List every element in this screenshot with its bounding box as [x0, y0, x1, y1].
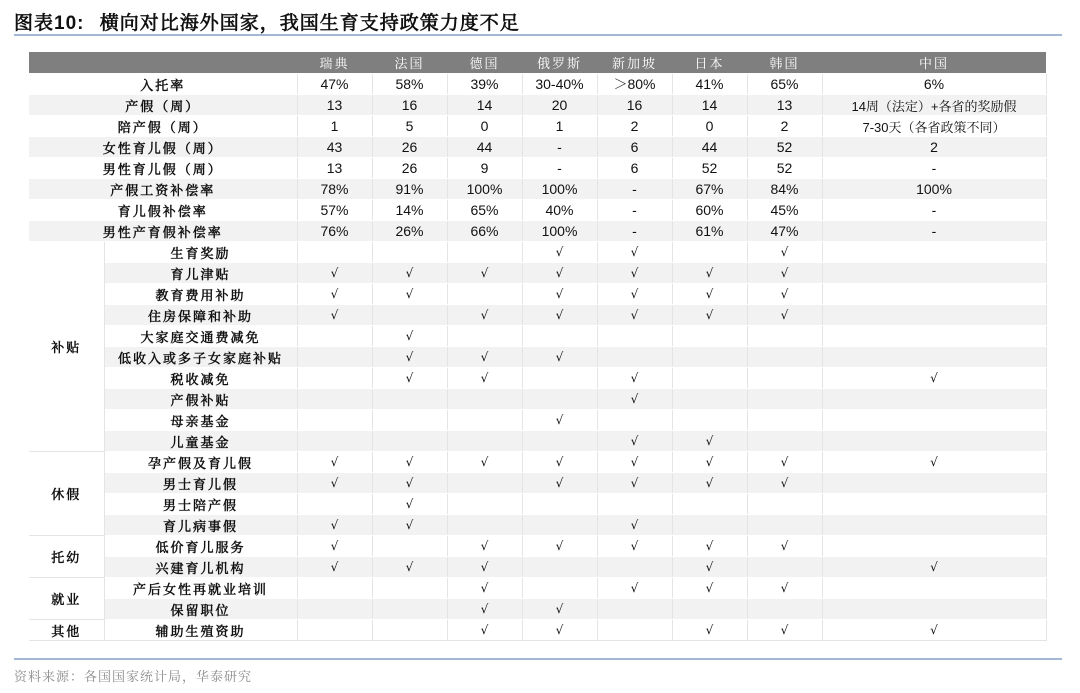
cell-value: 13 [747, 95, 822, 116]
cell-empty [447, 515, 522, 536]
check-mark-icon: √ [672, 305, 747, 326]
cell-empty [597, 347, 672, 368]
check-mark-icon: √ [447, 536, 522, 557]
check-mark-icon: √ [372, 347, 447, 368]
row-label: 男士陪产假 [104, 494, 297, 515]
cell-value: 78% [297, 179, 372, 200]
cell-value: 100% [822, 179, 1046, 200]
table-row [29, 305, 1046, 326]
cell-empty [297, 431, 372, 452]
cell-value: 39% [447, 74, 522, 95]
cell-empty [597, 326, 672, 347]
table-row [29, 494, 1046, 515]
cell-empty [672, 599, 747, 620]
check-mark-icon: √ [447, 452, 522, 473]
category-label: 补贴 [29, 242, 104, 452]
cell-value: - [522, 158, 597, 179]
cell-value: 30-40% [522, 74, 597, 95]
cell-value: 84% [747, 179, 822, 200]
table-row [29, 599, 1046, 620]
check-mark-icon: √ [672, 578, 747, 599]
check-mark-icon: √ [672, 431, 747, 452]
cell-value: 58% [372, 74, 447, 95]
check-mark-icon: √ [822, 620, 1046, 641]
table-row [29, 431, 1046, 452]
cell-value: 60% [672, 200, 747, 221]
cell-empty [822, 347, 1046, 368]
check-mark-icon: √ [372, 473, 447, 494]
check-mark-icon: √ [747, 536, 822, 557]
cell-empty [672, 410, 747, 431]
cell-empty [747, 326, 822, 347]
cell-empty [747, 599, 822, 620]
cell-value: 20 [522, 95, 597, 116]
table-row [29, 536, 1046, 557]
cell-empty [372, 410, 447, 431]
table-row [29, 137, 1046, 158]
cell-empty [297, 620, 372, 641]
cell-empty [372, 305, 447, 326]
cell-empty [447, 494, 522, 515]
cell-empty [822, 389, 1046, 410]
column-header: 法国 [372, 52, 447, 74]
check-mark-icon: √ [597, 431, 672, 452]
row-label: 教育费用补助 [104, 284, 297, 305]
check-mark-icon: √ [747, 284, 822, 305]
cell-value: 9 [447, 158, 522, 179]
cell-value: 1 [297, 116, 372, 137]
row-label: 育儿假补偿率 [29, 200, 297, 221]
row-label: 陪产假（周） [29, 116, 297, 137]
cell-value: - [822, 200, 1046, 221]
cell-empty [822, 326, 1046, 347]
cell-value: 41% [672, 74, 747, 95]
check-mark-icon: √ [522, 536, 597, 557]
cell-value: 6 [597, 158, 672, 179]
table-row [29, 221, 1046, 242]
check-mark-icon: √ [822, 452, 1046, 473]
row-label: 税收减免 [104, 368, 297, 389]
row-label: 低收入或多子女家庭补贴 [104, 347, 297, 368]
cell-empty [597, 599, 672, 620]
table-row [29, 368, 1046, 389]
row-label: 育儿津贴 [104, 263, 297, 284]
cell-value: 57% [297, 200, 372, 221]
cell-value: 16 [372, 95, 447, 116]
check-mark-icon: √ [822, 557, 1046, 578]
check-mark-icon: √ [597, 536, 672, 557]
cell-empty [447, 284, 522, 305]
cell-empty [297, 410, 372, 431]
cell-value: 65% [447, 200, 522, 221]
cell-value: 100% [447, 179, 522, 200]
check-mark-icon: √ [522, 347, 597, 368]
cell-empty [597, 410, 672, 431]
cell-empty [372, 431, 447, 452]
cell-value: 7-30天（各省政策不同） [822, 116, 1046, 137]
cell-value: 13 [297, 158, 372, 179]
cell-value: 6% [822, 74, 1046, 95]
cell-empty [522, 557, 597, 578]
cell-value: - [822, 158, 1046, 179]
cell-empty [822, 536, 1046, 557]
cell-value: 13 [297, 95, 372, 116]
column-header: 瑞典 [297, 52, 372, 74]
row-label: 男性育儿假（周） [29, 158, 297, 179]
cell-empty [747, 557, 822, 578]
cell-value: 14 [672, 95, 747, 116]
cell-empty [372, 578, 447, 599]
row-label: 男士育儿假 [104, 473, 297, 494]
cell-value: 100% [522, 221, 597, 242]
cell-empty [597, 620, 672, 641]
table-row [29, 410, 1046, 431]
check-mark-icon: √ [522, 620, 597, 641]
table-row [29, 284, 1046, 305]
cell-empty [822, 494, 1046, 515]
cell-empty [297, 368, 372, 389]
table-row [29, 620, 1046, 641]
cell-empty [672, 515, 747, 536]
check-mark-icon: √ [297, 557, 372, 578]
cell-value: 91% [372, 179, 447, 200]
cell-value: 5 [372, 116, 447, 137]
cell-empty [672, 389, 747, 410]
check-mark-icon: √ [447, 368, 522, 389]
check-mark-icon: √ [747, 473, 822, 494]
cell-empty [297, 494, 372, 515]
column-header: 俄罗斯 [522, 52, 597, 74]
cell-empty [672, 368, 747, 389]
cell-value: - [597, 179, 672, 200]
check-mark-icon: √ [672, 620, 747, 641]
check-mark-icon: √ [597, 305, 672, 326]
cell-value: 45% [747, 200, 822, 221]
cell-empty [747, 368, 822, 389]
cell-empty [597, 494, 672, 515]
row-label: 保留职位 [104, 599, 297, 620]
cell-value: 26% [372, 221, 447, 242]
cell-value: 65% [747, 74, 822, 95]
cell-empty [522, 368, 597, 389]
check-mark-icon: √ [372, 557, 447, 578]
column-header: 中国 [822, 52, 1046, 74]
category-label: 托幼 [29, 536, 104, 578]
table-row [29, 200, 1046, 221]
check-mark-icon: √ [447, 263, 522, 284]
row-label: 产假补贴 [104, 389, 297, 410]
cell-value: 0 [672, 116, 747, 137]
cell-value: 2 [822, 137, 1046, 158]
table-row [29, 452, 1046, 473]
check-mark-icon: √ [672, 263, 747, 284]
check-mark-icon: √ [372, 368, 447, 389]
check-mark-icon: √ [522, 473, 597, 494]
cell-empty [447, 326, 522, 347]
cell-value: - [597, 200, 672, 221]
header-blank [29, 52, 297, 74]
table-row [29, 74, 1046, 95]
cell-value: 44 [447, 137, 522, 158]
cell-empty [447, 242, 522, 263]
check-mark-icon: √ [747, 242, 822, 263]
check-mark-icon: √ [672, 452, 747, 473]
column-header: 日本 [672, 52, 747, 74]
cell-value: 40% [522, 200, 597, 221]
figure-title-prefix: 图表 [14, 12, 55, 34]
check-mark-icon: √ [447, 620, 522, 641]
check-mark-icon: √ [522, 410, 597, 431]
cell-empty [747, 515, 822, 536]
row-label: 低价育儿服务 [104, 536, 297, 557]
cell-empty [372, 536, 447, 557]
table-row [29, 326, 1046, 347]
check-mark-icon: √ [822, 368, 1046, 389]
table-row [29, 515, 1046, 536]
cell-value: 52 [747, 158, 822, 179]
table-row [29, 242, 1046, 263]
cell-empty [522, 578, 597, 599]
cell-empty [522, 431, 597, 452]
row-label: 入托率 [29, 74, 297, 95]
cell-value: 76% [297, 221, 372, 242]
cell-value: 44 [672, 137, 747, 158]
row-label: 兴建育儿机构 [104, 557, 297, 578]
check-mark-icon: √ [672, 284, 747, 305]
table-header-row [29, 52, 1046, 74]
cell-empty [447, 431, 522, 452]
cell-empty [447, 389, 522, 410]
column-header: 德国 [447, 52, 522, 74]
check-mark-icon: √ [297, 473, 372, 494]
check-mark-icon: √ [372, 515, 447, 536]
figure-title [14, 8, 520, 35]
check-mark-icon: √ [372, 452, 447, 473]
check-mark-icon: √ [597, 389, 672, 410]
cell-empty [672, 347, 747, 368]
cell-value: 14% [372, 200, 447, 221]
cell-value: - [597, 221, 672, 242]
check-mark-icon: √ [447, 347, 522, 368]
check-mark-icon: √ [297, 263, 372, 284]
row-label: 产假工资补偿率 [29, 179, 297, 200]
figure-title-text: 横向对比海外国家，我国生育支持政策力度不足 [99, 12, 520, 34]
cell-empty [297, 347, 372, 368]
cell-empty [297, 389, 372, 410]
cell-value: 66% [447, 221, 522, 242]
column-header: 新加坡 [597, 52, 672, 74]
table-row [29, 389, 1046, 410]
check-mark-icon: √ [597, 263, 672, 284]
cell-empty [822, 242, 1046, 263]
cell-value: 2 [597, 116, 672, 137]
category-label: 其他 [29, 620, 104, 641]
cell-empty [372, 599, 447, 620]
category-label: 就业 [29, 578, 104, 620]
table-row [29, 557, 1046, 578]
cell-empty [372, 620, 447, 641]
check-mark-icon: √ [597, 515, 672, 536]
cell-empty [822, 263, 1046, 284]
cell-value: 16 [597, 95, 672, 116]
cell-empty [822, 599, 1046, 620]
source-note: 资料来源：各国国家统计局，华泰研究 [14, 670, 253, 685]
table-body [29, 74, 1046, 641]
figure-number: 10: [54, 13, 85, 34]
table-row [29, 473, 1046, 494]
cell-value: 52 [672, 158, 747, 179]
check-mark-icon: √ [672, 473, 747, 494]
cell-empty [822, 578, 1046, 599]
title-divider [14, 34, 1062, 36]
cell-value: 61% [672, 221, 747, 242]
check-mark-icon: √ [372, 326, 447, 347]
row-label: 女性育儿假（周） [29, 137, 297, 158]
table-row [29, 179, 1046, 200]
check-mark-icon: √ [447, 578, 522, 599]
table-row [29, 263, 1046, 284]
cell-empty [297, 578, 372, 599]
check-mark-icon: √ [372, 494, 447, 515]
cell-empty [447, 473, 522, 494]
footer-divider [14, 658, 1062, 660]
cell-empty [522, 326, 597, 347]
check-mark-icon: √ [597, 368, 672, 389]
check-mark-icon: √ [447, 599, 522, 620]
cell-value: 67% [672, 179, 747, 200]
check-mark-icon: √ [597, 284, 672, 305]
check-mark-icon: √ [597, 242, 672, 263]
row-label: 产假（周） [29, 95, 297, 116]
check-mark-icon: √ [297, 284, 372, 305]
cell-empty [297, 242, 372, 263]
cell-empty [522, 389, 597, 410]
check-mark-icon: √ [747, 620, 822, 641]
cell-value: 47% [747, 221, 822, 242]
column-header: 韩国 [747, 52, 822, 74]
cell-empty [747, 431, 822, 452]
row-label: 生育奖励 [104, 242, 297, 263]
check-mark-icon: √ [672, 536, 747, 557]
cell-empty [672, 242, 747, 263]
cell-value: ＞80% [597, 74, 672, 95]
row-label: 住房保障和补助 [104, 305, 297, 326]
table-row [29, 116, 1046, 137]
cell-empty [447, 410, 522, 431]
cell-empty [522, 515, 597, 536]
check-mark-icon: √ [372, 263, 447, 284]
cell-value: 14周（法定）+各省的奖励假 [822, 95, 1046, 116]
check-mark-icon: √ [447, 557, 522, 578]
row-label: 产后女性再就业培训 [104, 578, 297, 599]
cell-empty [297, 326, 372, 347]
check-mark-icon: √ [747, 578, 822, 599]
table-row [29, 158, 1046, 179]
row-label: 母亲基金 [104, 410, 297, 431]
check-mark-icon: √ [297, 536, 372, 557]
check-mark-icon: √ [522, 284, 597, 305]
cell-value: 14 [447, 95, 522, 116]
check-mark-icon: √ [522, 242, 597, 263]
cell-value: - [822, 221, 1046, 242]
cell-empty [747, 410, 822, 431]
check-mark-icon: √ [597, 578, 672, 599]
table-row [29, 578, 1046, 599]
cell-empty [747, 347, 822, 368]
cell-value: 47% [297, 74, 372, 95]
row-label: 男性产育假补偿率 [29, 221, 297, 242]
cell-value: 0 [447, 116, 522, 137]
row-label: 育儿病事假 [104, 515, 297, 536]
check-mark-icon: √ [297, 515, 372, 536]
cell-empty [372, 242, 447, 263]
row-label: 孕产假及育儿假 [104, 452, 297, 473]
check-mark-icon: √ [522, 599, 597, 620]
cell-empty [372, 389, 447, 410]
cell-value: 6 [597, 137, 672, 158]
row-label: 辅助生殖资助 [104, 620, 297, 641]
check-mark-icon: √ [672, 557, 747, 578]
cell-empty [522, 494, 597, 515]
cell-empty [822, 431, 1046, 452]
cell-value: - [522, 137, 597, 158]
cell-empty [297, 599, 372, 620]
check-mark-icon: √ [597, 473, 672, 494]
cell-empty [672, 326, 747, 347]
cell-empty [672, 494, 747, 515]
cell-value: 43 [297, 137, 372, 158]
cell-value: 26 [372, 158, 447, 179]
check-mark-icon: √ [297, 305, 372, 326]
cell-empty [822, 284, 1046, 305]
row-label: 大家庭交通费减免 [104, 326, 297, 347]
cell-value: 100% [522, 179, 597, 200]
check-mark-icon: √ [372, 284, 447, 305]
table-row [29, 95, 1046, 116]
check-mark-icon: √ [447, 305, 522, 326]
cell-empty [822, 410, 1046, 431]
row-label: 儿童基金 [104, 431, 297, 452]
cell-empty [597, 557, 672, 578]
policy-comparison-table [29, 52, 1047, 641]
check-mark-icon: √ [522, 263, 597, 284]
cell-empty [747, 389, 822, 410]
cell-empty [822, 305, 1046, 326]
cell-empty [822, 473, 1046, 494]
category-label: 休假 [29, 452, 104, 536]
cell-value: 26 [372, 137, 447, 158]
check-mark-icon: √ [747, 263, 822, 284]
cell-value: 52 [747, 137, 822, 158]
check-mark-icon: √ [747, 452, 822, 473]
table-row [29, 347, 1046, 368]
cell-empty [747, 494, 822, 515]
check-mark-icon: √ [597, 452, 672, 473]
cell-value: 2 [747, 116, 822, 137]
cell-value: 1 [522, 116, 597, 137]
check-mark-icon: √ [522, 452, 597, 473]
cell-empty [822, 515, 1046, 536]
check-mark-icon: √ [747, 305, 822, 326]
check-mark-icon: √ [522, 305, 597, 326]
check-mark-icon: √ [297, 452, 372, 473]
